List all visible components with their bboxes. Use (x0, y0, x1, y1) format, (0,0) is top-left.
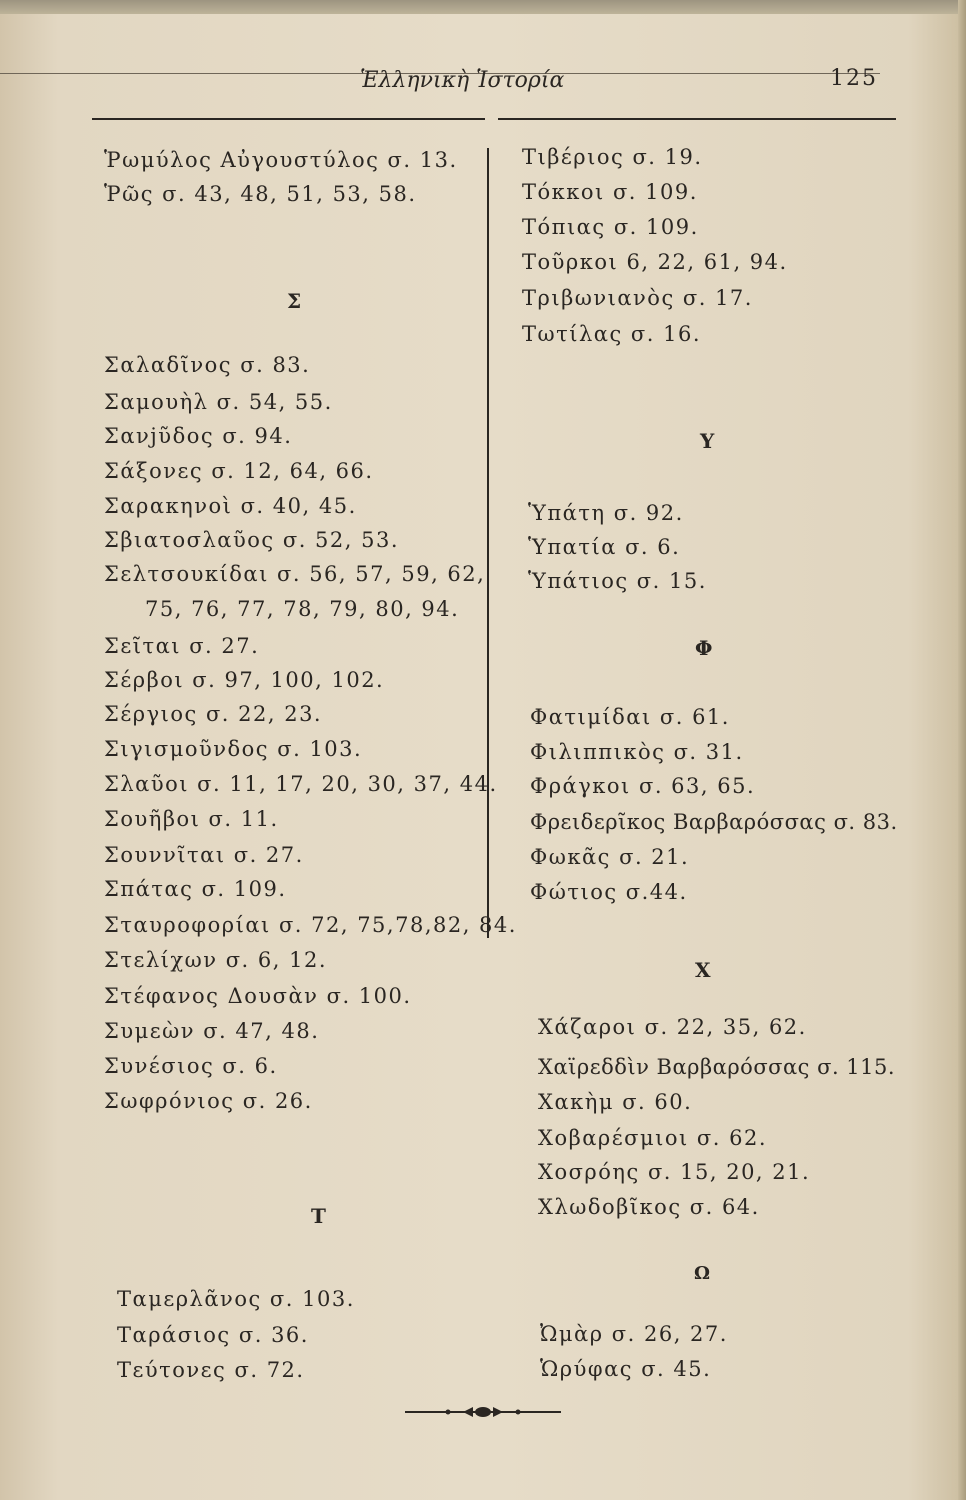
entry-ref: σ. 83. (240, 353, 311, 377)
entry-name: Τιβέριος (522, 145, 625, 169)
entry-ref: σ. 12, 64, 66. (211, 459, 374, 483)
index-entry (530, 880, 688, 904)
index-entry (538, 1015, 807, 1039)
section-letter-tau: Τ (311, 1204, 326, 1228)
index-entry (530, 774, 755, 798)
entry-name: Φιλιππικὸς (530, 740, 666, 764)
entry-name: Φωκᾶς (530, 845, 611, 869)
entry-ref: σ. 15. (636, 569, 707, 593)
index-entry (522, 180, 698, 204)
entry-name: Φρειδερῖκος Βαρβαρόσσας (530, 810, 827, 834)
entry-name: Χαϊρεδδὶν Βαρβαρόσσας (538, 1055, 810, 1079)
entry-ref: σ. 31. (673, 740, 744, 764)
entry-name: Συνέσιος (104, 1054, 215, 1078)
entry-ref: σ. 64. (689, 1195, 760, 1219)
entry-name: Σεῖται (104, 634, 181, 658)
entry-ref: σ. 27. (189, 634, 260, 658)
entry-ref: σ. 22, 23. (205, 702, 323, 726)
entry-ref: σ. 100. (326, 984, 412, 1008)
entry-name: Σβιατοσλαῦος (104, 528, 275, 552)
entry-name: Χλωδοβῖκος (538, 1195, 682, 1219)
entry-ref: σ. 19. (632, 145, 703, 169)
entry-name: Σάξονες (104, 459, 204, 483)
index-entry (522, 250, 788, 274)
index-entry (522, 322, 701, 346)
entry-ref: σ. 97, 100, 102. (192, 668, 385, 692)
index-entry (528, 501, 684, 525)
entry-name: Σπάτας (104, 877, 194, 901)
section-letter-phi: Φ (695, 636, 713, 660)
index-entry (538, 1055, 895, 1079)
entry-name: Τοῦρκοι (522, 250, 619, 274)
index-entry (530, 810, 898, 834)
entry-ref: σ. 54, 55. (216, 390, 333, 414)
entry-ref: σ. 13. (387, 148, 458, 172)
section-letter-omega: Ω (694, 1263, 711, 1284)
entry-ref: σ. 60. (622, 1090, 693, 1114)
index-entry (538, 1195, 760, 1219)
entry-ref: σ. 26. (242, 1089, 313, 1113)
entry-name: Ὑπάτιος (528, 569, 629, 593)
entry-ref: 75, 76, 77, 78, 79, 80, 94. (145, 597, 460, 621)
entry-name: Στελίχων (104, 948, 218, 972)
entry-ref: σ. 83. (833, 810, 898, 834)
entry-name: Συμεὼν (104, 1019, 196, 1043)
index-entry (530, 705, 730, 729)
entry-name: Ταμερλᾶνος (117, 1287, 262, 1311)
entry-ref: σ. 15, 20, 21. (647, 1160, 811, 1184)
entry-ref: σ. 92. (613, 501, 684, 525)
entry-name: Χοσρόης (538, 1160, 640, 1184)
entry-ref: σ. 40, 45. (240, 494, 357, 518)
entry-name: Χακὴμ (538, 1090, 614, 1114)
section-letter-sigma: Σ (287, 289, 302, 313)
entry-name: Ὑπάτη (528, 501, 606, 525)
entry-name: Τριβωνιανὸς (522, 286, 675, 310)
entry-name: Σέργιος (104, 702, 198, 726)
index-entry (530, 845, 689, 869)
entry-ref: σ. 6, 12. (225, 948, 327, 972)
entry-ref: σ. 11, 17, 20, 30, 37, 44. (197, 772, 498, 796)
entry-name: Φατιμίδαι (530, 705, 652, 729)
entry-name: Σουννῖται (104, 843, 226, 867)
entry-ref: σ. 62. (696, 1126, 768, 1150)
entry-ref: σ. 94. (222, 424, 293, 448)
entry-ref: σ. 56, 57, 59, 62, (277, 562, 486, 586)
entry-ref: σ. 115. (817, 1055, 896, 1079)
entry-ref: 6, 22, 61, 94. (626, 250, 788, 274)
running-head: Ἑλληνικὴ Ἱστορία (360, 68, 565, 93)
entry-ref: σ. 43, 48, 51, 53, 58. (162, 182, 417, 206)
entry-ref: σ. 27. (233, 843, 304, 867)
index-entry (522, 215, 699, 239)
entry-name: Σέρβοι (104, 668, 185, 692)
entry-name: Σλαῦοι (104, 772, 189, 796)
end-ornament (403, 1405, 563, 1419)
index-entry (528, 569, 707, 593)
page-number: 125 (830, 66, 878, 91)
entry-name: Σωφρόνιος (104, 1089, 235, 1113)
entry-ref: σ. 47, 48. (203, 1019, 320, 1043)
entry-name: Στέφανος Δουσὰν (104, 984, 319, 1008)
entry-name: Χάζαροι (538, 1015, 637, 1039)
entry-name: Ὡρύφας (540, 1357, 634, 1381)
entry-name: Ῥωμύλος Αὐγουστύλος (104, 148, 380, 172)
entry-name: Ταράσιος (117, 1323, 231, 1347)
index-entry (538, 1090, 692, 1114)
entry-ref: σ. 16. (630, 322, 702, 346)
section-letter-upsilon: Υ (700, 429, 715, 453)
entry-name: Ῥῶς (104, 182, 154, 206)
entry-ref: σ. 109. (201, 877, 287, 901)
section-letter-chi: Χ (695, 958, 711, 982)
entry-ref: σ. 109. (612, 180, 698, 204)
entry-name: Σταυροφορίαι (104, 913, 271, 937)
entry-ref: σ. 72. (234, 1358, 305, 1382)
entry-name: Σαρακηνοὶ (104, 494, 233, 518)
entry-name: Φράγκοι (530, 774, 631, 798)
entry-ref: σ. 22, 35, 62. (644, 1015, 807, 1039)
index-entry (538, 1126, 767, 1150)
entry-ref: σ. 61. (659, 705, 730, 729)
index-entry (540, 1322, 728, 1346)
entry-name: Σιγισμοῦνδος (104, 737, 270, 761)
index-entry (538, 1160, 810, 1184)
entry-ref: σ. 103. (277, 737, 363, 761)
index-entry (522, 145, 703, 169)
entry-ref: σ. 103. (269, 1287, 355, 1311)
entry-name: Σανjῦδος (104, 424, 215, 448)
entry-name: Ὑπατία (528, 535, 617, 559)
entry-name: Φώτιος (530, 880, 618, 904)
entry-name: Ὠμὰρ (540, 1322, 604, 1346)
entry-name: Τόκκοι (522, 180, 605, 204)
entry-name: Σαλαδῖνος (104, 353, 233, 377)
entry-ref: σ. 52, 53. (282, 528, 400, 552)
entry-ref: σ. 26, 27. (611, 1322, 728, 1346)
entry-name: Τωτίλας (522, 322, 623, 346)
entry-ref: σ. 109. (613, 215, 699, 239)
entry-name: Σαμουὴλ (104, 390, 209, 414)
entry-ref: σ. 36. (238, 1323, 309, 1347)
entry-ref: σ.44. (625, 880, 688, 904)
index-entry (540, 1357, 711, 1381)
entry-name: Τεύτονες (117, 1358, 227, 1382)
index-entry (530, 740, 744, 764)
entry-name: Τόπιας (522, 215, 606, 239)
entry-ref: σ. 72, 75,78,82, 84. (278, 913, 517, 937)
entry-ref: σ. 21. (619, 845, 690, 869)
entry-name: Σελτσουκίδαι (104, 562, 269, 586)
entry-ref: σ. 6. (222, 1054, 278, 1078)
entry-ref: σ. 45. (641, 1357, 712, 1381)
entry-ref: σ. 17. (682, 286, 753, 310)
index-entry (528, 535, 680, 559)
entry-name: Σουῆβοι (104, 807, 201, 831)
index-entry (522, 286, 753, 310)
entry-ref: σ. 6. (625, 535, 681, 559)
entry-name: Χοβαρέσμιοι (538, 1126, 689, 1150)
entry-ref: σ. 63, 65. (638, 774, 756, 798)
entry-ref: σ. 11. (208, 807, 279, 831)
